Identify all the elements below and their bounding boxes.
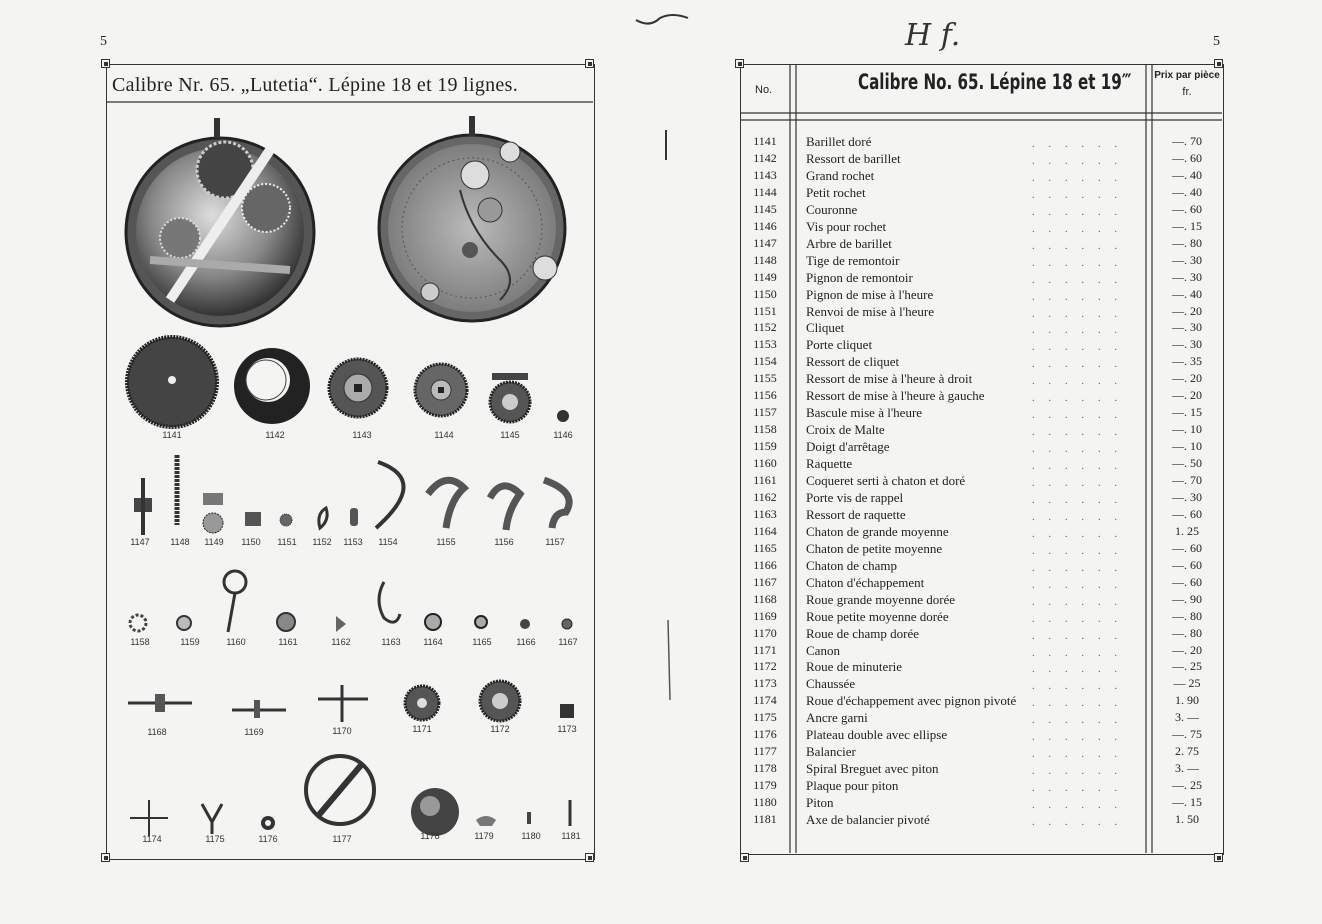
part-1154-image	[376, 462, 404, 528]
part-1167-image	[562, 619, 572, 629]
part-description: Roue grande moyenne dorée	[806, 591, 956, 607]
part-number: 1178	[753, 761, 777, 776]
table-row	[742, 524, 1222, 541]
part-label: 1171	[412, 724, 432, 734]
part-description: Porte cliquet	[806, 337, 873, 353]
part-description: Ressort de barillet	[806, 150, 901, 166]
part-1150-image	[245, 512, 261, 526]
table-row	[742, 558, 1222, 575]
part-number: 1180	[753, 795, 777, 810]
part-description: Ressort de cliquet	[806, 354, 900, 370]
table-row	[742, 659, 1222, 676]
table-row	[742, 270, 1222, 287]
part-price: —. 35	[1172, 354, 1202, 369]
part-price: —. 80	[1172, 235, 1202, 250]
part-label: 1170	[332, 726, 352, 736]
part-1168-image	[128, 694, 192, 712]
table-row	[742, 710, 1222, 727]
leader-dots: ......	[1032, 359, 1131, 371]
part-1175-image	[202, 804, 222, 834]
table-row	[742, 134, 1222, 151]
part-description: Plaque pour piton	[806, 778, 899, 794]
part-price: 2. 75	[1175, 744, 1199, 759]
part-description: Roue d'échappement avec pignon pivoté	[806, 693, 1017, 709]
part-label: 1149	[204, 537, 224, 547]
part-label: 1162	[331, 637, 351, 647]
part-label: 1153	[343, 537, 363, 547]
part-price: —. 40	[1172, 286, 1202, 301]
part-number: 1151	[753, 303, 777, 318]
part-description: Roue de minuterie	[806, 659, 903, 675]
part-1145-image	[490, 373, 530, 422]
part-1165-image	[475, 616, 487, 628]
part-price: —. 60	[1172, 506, 1202, 521]
leader-dots: ......	[1032, 698, 1131, 710]
leader-dots: ......	[1032, 444, 1131, 456]
part-1142-image	[234, 348, 310, 424]
leader-dots: ......	[1032, 172, 1131, 184]
part-1146-image	[557, 410, 569, 422]
part-price: —. 70	[1172, 473, 1202, 487]
part-1169-image	[232, 700, 286, 718]
part-label: 1146	[553, 430, 573, 440]
leader-dots: ......	[1032, 664, 1131, 676]
part-price: —. 60	[1172, 201, 1202, 216]
part-description: Pignon de remontoir	[806, 269, 913, 285]
table-row	[742, 354, 1222, 371]
leader-dots: ......	[1032, 681, 1131, 693]
part-description: Doigt d'arrêtage	[806, 439, 890, 455]
part-1164-image	[425, 614, 441, 630]
part-number: 1147	[753, 235, 777, 250]
part-price: 3. —	[1175, 761, 1199, 776]
part-number: 1154	[753, 354, 777, 369]
left-page-title: Calibre Nr. 65. „Lutetia“. Lépine 18 et 19 lignes.	[112, 74, 518, 96]
leader-dots: ......	[1032, 274, 1131, 286]
part-label: 1157	[545, 537, 565, 547]
leader-dots: ......	[1032, 223, 1131, 235]
part-price: —. 20	[1172, 303, 1202, 318]
leader-dots: ......	[1032, 139, 1131, 150]
leader-dots: ......	[1032, 410, 1131, 422]
part-price: —. 60	[1172, 557, 1202, 572]
part-number: 1158	[753, 422, 777, 437]
part-label: 1174	[142, 834, 162, 844]
part-number: 1144	[753, 184, 777, 199]
leader-dots: ......	[1032, 715, 1131, 727]
part-description: Roue de champ dorée	[806, 625, 919, 641]
table-row	[742, 405, 1222, 422]
table-row	[742, 795, 1222, 812]
part-label: 1142	[265, 430, 285, 440]
part-price: 1. 25	[1175, 523, 1199, 538]
frame-corner	[735, 59, 744, 68]
part-number: 1170	[753, 625, 777, 640]
leader-dots: ......	[1032, 494, 1131, 506]
leader-dots: ......	[1032, 206, 1131, 218]
part-description: Ressort de mise à l'heure à gauche	[806, 388, 985, 404]
part-1163-image	[379, 582, 400, 622]
part-label: 1158	[130, 637, 150, 647]
column-header-price: Prix par pièce	[1154, 70, 1220, 81]
part-number: 1165	[753, 540, 777, 555]
part-number: 1175	[753, 710, 777, 725]
part-number: 1153	[753, 337, 777, 352]
table-row	[742, 168, 1222, 185]
leader-dots: ......	[1032, 613, 1131, 625]
leader-dots: ......	[1032, 545, 1131, 557]
part-description: Chaton de grande moyenne	[806, 523, 949, 539]
table-row	[742, 693, 1222, 710]
table-row	[742, 236, 1222, 253]
part-description: Raquette	[806, 456, 853, 472]
part-1173-image	[560, 704, 574, 718]
table-row	[742, 422, 1222, 439]
leader-dots: ......	[1032, 783, 1131, 795]
part-1161-image	[277, 613, 295, 631]
part-number: 1157	[753, 405, 777, 420]
part-description: Tige de remontoir	[806, 252, 900, 268]
part-1160-image	[224, 571, 246, 632]
frame-corner	[1214, 853, 1223, 862]
leader-dots: ......	[1032, 647, 1131, 659]
table-row	[742, 337, 1222, 354]
part-number: 1166	[753, 557, 777, 572]
leader-dots: ......	[1032, 240, 1131, 252]
part-label: 1176	[258, 834, 278, 844]
part-label: 1165	[472, 637, 492, 647]
part-price: —. 40	[1172, 184, 1202, 199]
part-description: Plateau double avec ellipse	[806, 727, 948, 743]
part-label: 1167	[558, 637, 578, 647]
leader-dots: ......	[1032, 562, 1131, 574]
leader-dots: ......	[1032, 596, 1131, 608]
part-number: 1179	[753, 778, 777, 793]
part-number: 1176	[753, 727, 777, 742]
part-description: Axe de balancier pivoté	[806, 812, 930, 827]
right-page-title: Calibre No. 65. Lépine 18 et 19‴	[858, 70, 1132, 94]
part-description: Chaton de petite moyenne	[806, 540, 943, 556]
part-1178-image	[411, 788, 459, 836]
table-row	[742, 287, 1222, 304]
part-label: 1145	[500, 430, 520, 440]
part-label: 1179	[474, 831, 494, 841]
part-1162-image	[336, 616, 346, 632]
part-description: Vis pour rochet	[806, 218, 887, 234]
part-price: —. 40	[1172, 167, 1202, 182]
part-price: —. 15	[1172, 218, 1202, 233]
part-label: 1169	[244, 727, 264, 737]
part-label: 1178	[420, 831, 440, 841]
part-number: 1152	[753, 320, 777, 335]
part-number: 1171	[753, 642, 777, 657]
part-description: Pignon de mise à l'heure	[806, 286, 934, 302]
part-label: 1159	[180, 637, 200, 647]
part-label: 1175	[205, 834, 225, 844]
leader-dots: ......	[1032, 189, 1131, 201]
part-number: 1161	[753, 473, 777, 487]
frame-corner	[740, 853, 749, 862]
table-row	[742, 202, 1222, 219]
part-number: 1145	[753, 201, 777, 216]
part-label: 1180	[521, 831, 541, 841]
part-number: 1148	[753, 252, 777, 267]
leader-dots: ......	[1032, 766, 1131, 778]
part-price: —. 15	[1172, 405, 1202, 420]
part-1155-image	[428, 480, 464, 528]
part-number: 1149	[753, 269, 777, 284]
part-1153-image	[350, 508, 358, 526]
part-price: —. 70	[1172, 134, 1202, 148]
part-price: —. 60	[1172, 540, 1202, 555]
left-page-number: 5	[100, 34, 107, 49]
part-number: 1167	[753, 574, 777, 589]
part-price: —. 20	[1172, 642, 1202, 657]
part-price: —. 15	[1172, 795, 1202, 810]
table-row	[742, 371, 1222, 388]
part-price: —. 30	[1172, 337, 1202, 352]
part-number: 1168	[753, 591, 777, 606]
part-1156-image	[490, 486, 520, 530]
table-row	[742, 541, 1222, 558]
part-label: 1161	[278, 637, 298, 647]
part-price: —. 80	[1172, 625, 1202, 640]
part-label: 1164	[423, 637, 443, 647]
part-number: 1155	[753, 371, 777, 386]
table-row	[742, 490, 1222, 507]
part-price: —. 30	[1172, 489, 1202, 504]
part-description: Barillet doré	[806, 134, 872, 149]
leader-dots: ......	[1032, 630, 1131, 642]
leader-dots: ......	[1032, 257, 1131, 269]
part-price: —. 10	[1172, 422, 1202, 437]
part-description: Chaton de champ	[806, 557, 897, 573]
movement-back-image	[379, 116, 565, 321]
part-price: —. 50	[1172, 456, 1202, 471]
part-label: 1156	[494, 537, 514, 547]
part-1159-image	[177, 616, 191, 630]
right-page-number: 5	[1213, 34, 1220, 49]
part-number: 1164	[753, 523, 777, 538]
part-label: 1141	[162, 430, 182, 440]
leader-dots: ......	[1032, 342, 1131, 354]
table-row	[742, 592, 1222, 609]
part-number: 1143	[753, 167, 777, 182]
part-label: 1166	[516, 637, 536, 647]
table-row	[742, 456, 1222, 473]
leader-dots: ......	[1032, 579, 1131, 591]
table-row	[742, 626, 1222, 643]
part-price: 1. 90	[1175, 693, 1199, 708]
table-row	[742, 320, 1222, 337]
part-1141-image	[127, 337, 217, 427]
part-description: Ressort de raquette	[806, 506, 906, 522]
leader-dots: ......	[1032, 376, 1131, 388]
leader-dots: ......	[1032, 528, 1131, 540]
part-label: 1154	[378, 537, 398, 547]
part-label: 1160	[226, 637, 246, 647]
part-number: 1169	[753, 608, 777, 623]
part-label: 1148	[170, 537, 190, 547]
leader-dots: ......	[1032, 461, 1131, 473]
table-row	[742, 643, 1222, 660]
part-description: Couronne	[806, 201, 858, 217]
leader-dots: ......	[1032, 393, 1131, 405]
part-price: —. 25	[1172, 659, 1202, 674]
part-label: 1152	[312, 537, 332, 547]
part-label: 1172	[490, 724, 510, 734]
frame-corner	[1214, 59, 1223, 68]
part-description: Petit rochet	[806, 184, 866, 200]
movement-front-image	[126, 118, 314, 326]
part-1171-image	[405, 686, 439, 720]
part-number: 1163	[753, 506, 777, 521]
part-1144-image	[415, 364, 467, 416]
column-header-no: No.	[755, 84, 773, 96]
part-number: 1181	[753, 812, 777, 826]
part-1180-image	[527, 812, 531, 824]
part-price: — 25	[1173, 676, 1201, 691]
leader-dots: ......	[1032, 749, 1131, 761]
part-number: 1150	[753, 286, 777, 301]
part-price: —. 30	[1172, 320, 1202, 335]
leader-dots: ......	[1032, 478, 1131, 489]
part-price: —. 80	[1172, 608, 1202, 623]
part-description: Renvoi de mise à l'heure	[806, 303, 934, 319]
part-price: 1. 50	[1175, 812, 1199, 826]
part-description: Piton	[806, 795, 834, 811]
part-description: Cliquet	[806, 320, 845, 336]
part-label: 1168	[147, 727, 167, 737]
part-description: Croix de Malte	[806, 422, 885, 438]
part-label: 1181	[561, 831, 581, 841]
column-header-price-unit: fr.	[1182, 86, 1192, 98]
table-row	[742, 439, 1222, 456]
part-description: Chaton d'échappement	[806, 574, 925, 590]
part-description: Canon	[806, 642, 840, 658]
part-1143-image	[329, 359, 387, 417]
part-description: Porte vis de rappel	[806, 489, 904, 505]
part-description: Coqueret serti à chaton et doré	[806, 473, 966, 488]
part-description: Roue petite moyenne dorée	[806, 608, 949, 624]
part-price: —. 20	[1172, 371, 1202, 386]
table-row	[742, 304, 1222, 321]
table-row	[742, 253, 1222, 270]
part-description: Balancier	[806, 744, 856, 760]
part-label: 1155	[436, 537, 456, 547]
part-label: 1143	[352, 430, 372, 440]
part-1157-image	[544, 480, 569, 528]
part-1151-image	[280, 514, 292, 526]
part-label: 1150	[241, 537, 261, 547]
table-row	[742, 575, 1222, 592]
part-number: 1159	[753, 439, 777, 454]
part-description: Grand rochet	[806, 167, 875, 183]
table-row	[742, 812, 1222, 829]
part-number: 1146	[753, 218, 777, 233]
part-1166-image	[520, 619, 530, 629]
part-description: Arbre de barillet	[806, 235, 892, 251]
table-row	[742, 744, 1222, 761]
part-1152-image	[319, 508, 327, 528]
part-price: —. 30	[1172, 269, 1202, 284]
handwritten-note: H f.	[905, 18, 961, 53]
part-label: 1147	[130, 537, 150, 547]
part-label: 1177	[332, 834, 352, 844]
part-label: 1151	[277, 537, 297, 547]
table-row	[742, 676, 1222, 693]
part-price: —. 25	[1172, 778, 1202, 793]
part-1176-image	[261, 816, 275, 830]
part-1174-image	[130, 800, 168, 836]
part-label: 1144	[434, 430, 454, 440]
part-description: Spiral Breguet avec piton	[806, 761, 939, 777]
leader-dots: ......	[1032, 511, 1131, 523]
table-row	[742, 219, 1222, 236]
table-row	[742, 185, 1222, 202]
part-description: Ressort de mise à l'heure à droit	[806, 371, 973, 387]
part-number: 1162	[753, 489, 777, 504]
part-number: 1156	[753, 388, 777, 403]
part-price: —. 60	[1172, 150, 1202, 165]
part-price: —. 30	[1172, 252, 1202, 267]
leader-dots: ......	[1032, 800, 1131, 812]
part-number: 1142	[753, 150, 777, 165]
leader-dots: ......	[1032, 427, 1131, 439]
leader-dots: ......	[1032, 817, 1131, 828]
part-number: 1160	[753, 456, 777, 471]
part-number: 1141	[753, 134, 777, 148]
part-1158-image	[130, 615, 146, 631]
table-row	[742, 609, 1222, 626]
part-label: 1173	[557, 724, 577, 734]
leader-dots: ......	[1032, 308, 1131, 320]
table-row	[742, 388, 1222, 405]
table-row	[742, 761, 1222, 778]
leader-dots: ......	[1032, 291, 1131, 303]
part-description: Ancre garni	[806, 710, 868, 726]
leader-dots: ......	[1032, 155, 1131, 167]
part-price: —. 10	[1172, 439, 1202, 454]
table-row	[742, 778, 1222, 795]
part-number: 1177	[753, 744, 777, 759]
table-row	[742, 727, 1222, 744]
part-price: —. 60	[1172, 574, 1202, 589]
part-label: 1163	[381, 637, 401, 647]
part-1177-image	[306, 756, 374, 824]
part-1179-image	[476, 816, 496, 826]
part-price: —. 75	[1172, 727, 1202, 742]
part-number: 1172	[753, 659, 777, 674]
part-price: —. 20	[1172, 388, 1202, 403]
part-description: Bascule mise à l'heure	[806, 405, 923, 421]
part-1172-image	[480, 681, 520, 721]
table-row	[742, 151, 1222, 168]
table-row	[742, 507, 1222, 524]
leader-dots: ......	[1032, 732, 1131, 744]
part-1170-image	[318, 685, 368, 722]
part-1147-image	[134, 478, 152, 535]
part-number: 1173	[753, 676, 777, 691]
part-1149-image	[203, 493, 223, 533]
part-price: 3. —	[1175, 710, 1199, 725]
table-row	[742, 473, 1222, 490]
part-description: Chaussée	[806, 676, 856, 692]
part-price: —. 90	[1172, 591, 1202, 606]
leader-dots: ......	[1032, 325, 1131, 337]
part-number: 1174	[753, 693, 777, 708]
